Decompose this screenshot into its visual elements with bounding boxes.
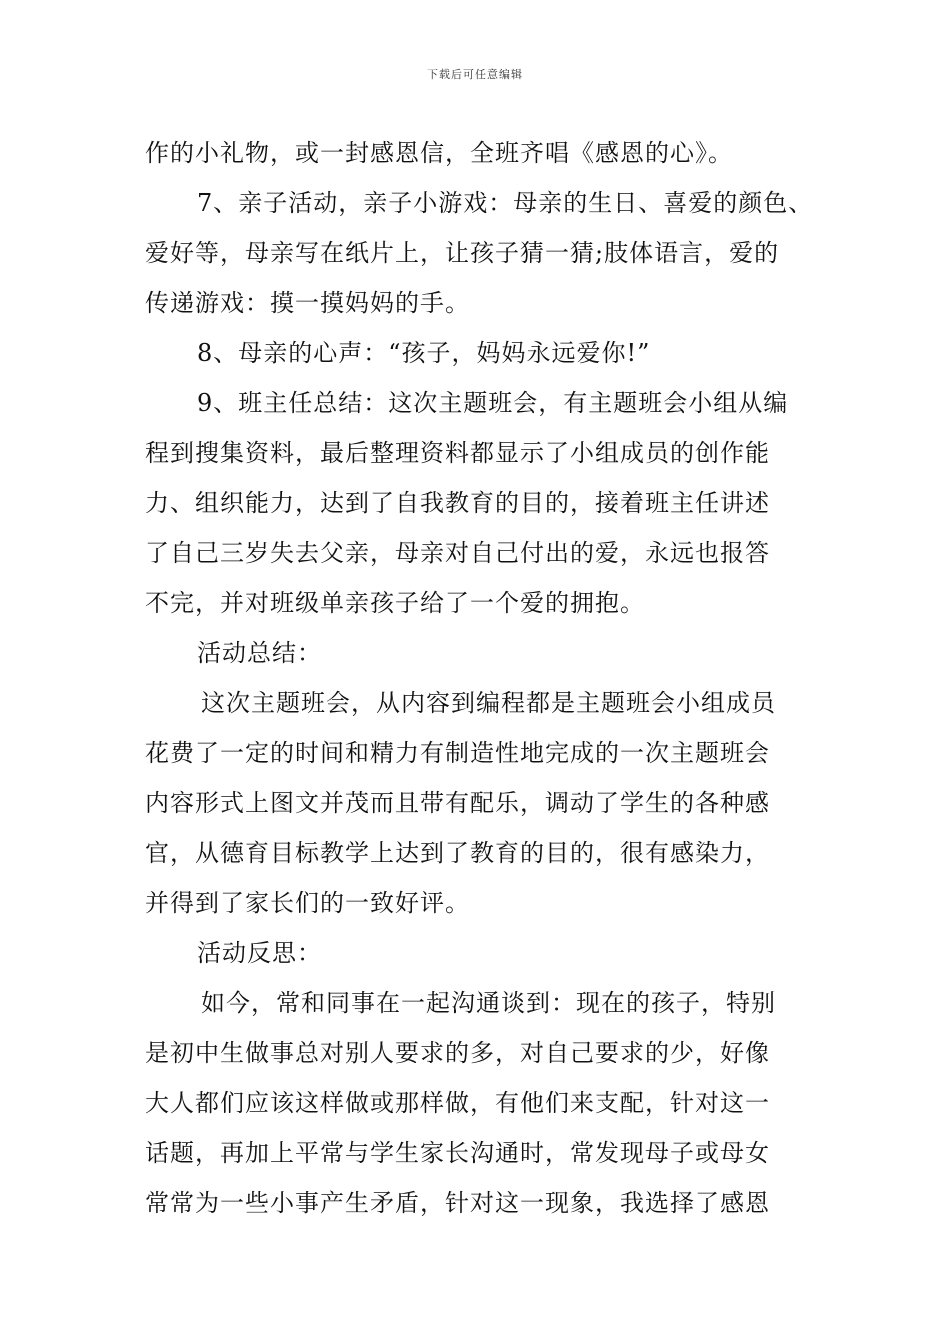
text-line: 作的小礼物，或一封感恩信，全班齐唱《感恩的心》。 bbox=[145, 139, 733, 167]
text-line: 爱好等，母亲写在纸片上，让孩子猜一猜;肢体语言，爱的 bbox=[145, 239, 780, 267]
text-line: 9、班主任总结：这次主题班会，有主题班会小组从编 bbox=[197, 389, 789, 417]
text-line: 了自己三岁失去父亲，母亲对自己付出的爱，永远也报答 bbox=[145, 539, 770, 567]
text-line: 官，从德育目标教学上达到了教育的目的，很有感染力， bbox=[145, 839, 770, 867]
text-line: 传递游戏：摸一摸妈妈的手。 bbox=[145, 289, 470, 317]
text-line: 内容形式上图文并茂而且带有配乐，调动了学生的各种感 bbox=[145, 789, 770, 817]
text-line: 8、母亲的心声：“孩子，妈妈永远爱你!” bbox=[197, 339, 651, 367]
text-line: 这次主题班会，从内容到编程都是主题班会小组成员 bbox=[201, 689, 776, 717]
text-line: 7、亲子活动，亲子小游戏：母亲的生日、喜爱的颜色、 bbox=[197, 189, 814, 217]
page-header-note: 下载后可任意编辑 bbox=[427, 68, 523, 81]
text-line: 大人都们应该这样做或那样做，有他们来支配，针对这一 bbox=[145, 1089, 770, 1117]
text-line: 并得到了家长们的一致好评。 bbox=[145, 889, 470, 917]
text-line: 程到搜集资料，最后整理资料都显示了小组成员的创作能 bbox=[145, 439, 770, 467]
text-line: 力、组织能力，达到了自我教育的目的，接着班主任讲述 bbox=[145, 489, 770, 517]
text-line: 如今，常和同事在一起沟通谈到：现在的孩子，特别 bbox=[201, 989, 776, 1017]
text-line: 常常为一些小事产生矛盾，针对这一现象，我选择了感恩 bbox=[145, 1189, 770, 1217]
text-line: 不完，并对班级单亲孩子给了一个爱的拥抱。 bbox=[145, 589, 645, 617]
text-line: 话题，再加上平常与学生家长沟通时，常发现母子或母女 bbox=[145, 1139, 770, 1167]
section-heading: 活动总结： bbox=[197, 639, 322, 667]
text-line: 花费了一定的时间和精力有制造性地完成的一次主题班会 bbox=[145, 739, 770, 767]
section-heading: 活动反思： bbox=[197, 939, 322, 967]
text-line: 是初中生做事总对别人要求的多，对自己要求的少，好像 bbox=[145, 1039, 770, 1067]
document-body bbox=[145, 128, 814, 1228]
